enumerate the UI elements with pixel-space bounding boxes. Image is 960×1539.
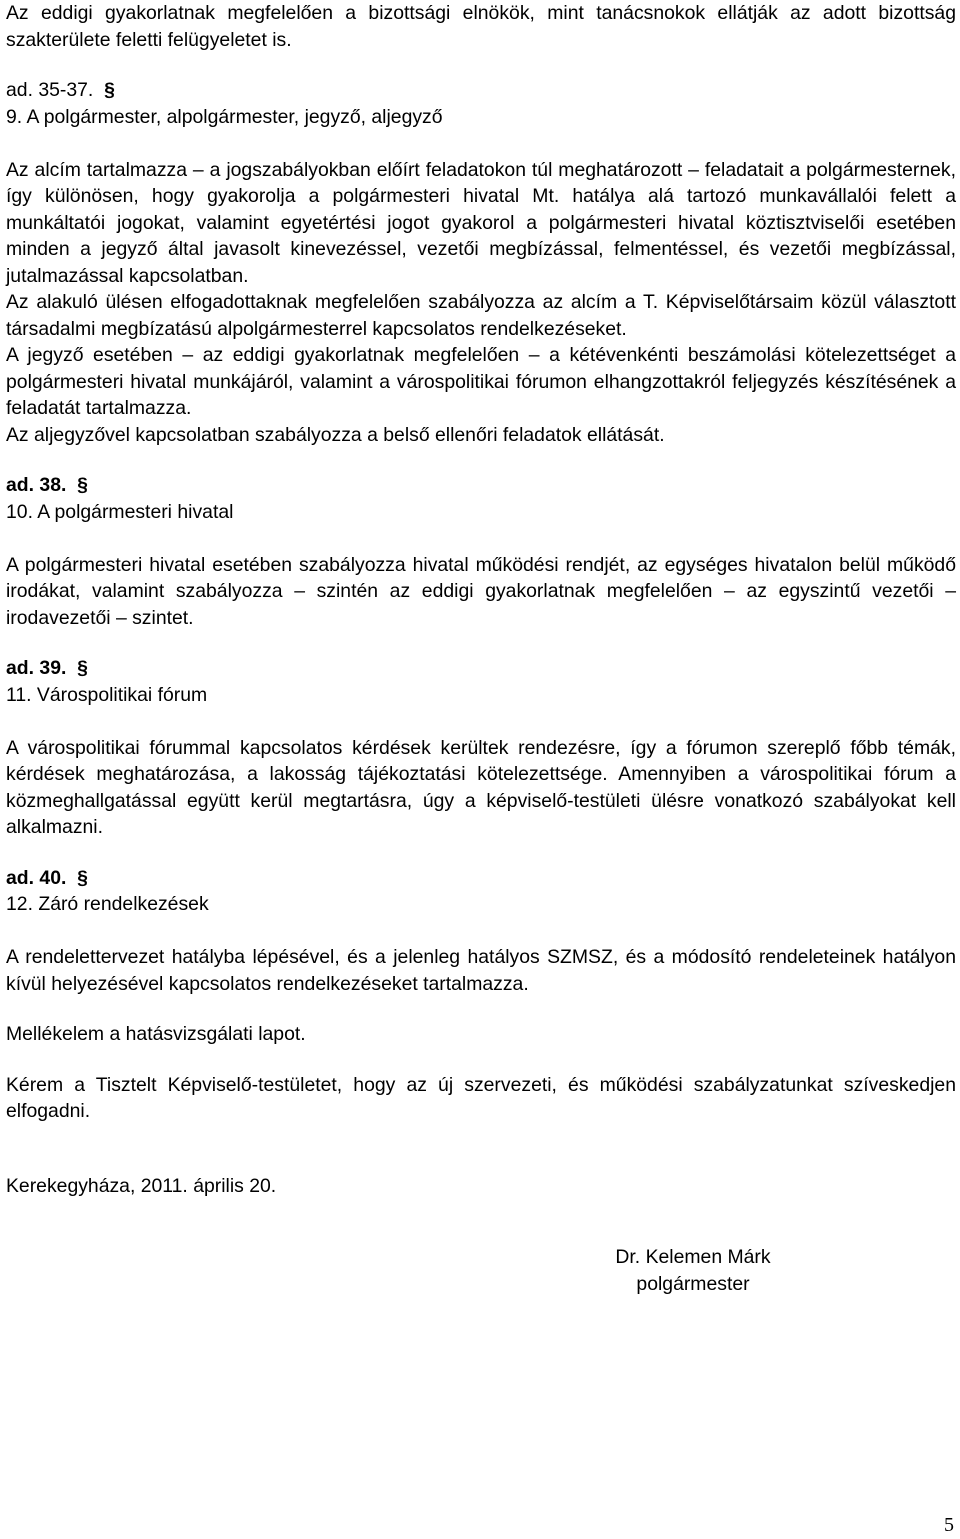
signatory-role: polgármester [636, 1272, 750, 1295]
section-11 [6, 655, 956, 841]
paragraph: A rendelettervezet hatályba lépésével, és a jelenleg hatályos SZMSZ, és a módosító rendeleteinek hatályon kívül helyezésével kapcsolatos rendelkezéseket tartalmazza. [6, 946, 956, 995]
section-9 [6, 77, 956, 448]
section-10 [6, 472, 956, 631]
ad-number: ad. 39. § [6, 657, 88, 679]
paragraph: A várospolitikai fórummal kapcsolatos kérdések kerültek rendezésre, így a fórumon szereplő főbb témák, kérdések meghatározása, a lakosság tájékoztatási kötelezettsége. Amennyiben a várospolitikai fórum a közmeghallgatással együtt kerül megtartásra, úgy a képviselő-testületi ülésre vonatkozó szabályokat kell alkalmazni. [6, 736, 956, 838]
signatory-name: Dr. Kelemen Márk [615, 1246, 771, 1268]
ad-reference [6, 865, 956, 892]
attachment-note: Mellékelem a hatásvizsgálati lapot. [6, 1023, 306, 1045]
section-title: 12. Záró rendelkezések [6, 893, 209, 915]
paragraph: A jegyző esetében – az eddigi gyakorlatnak megfelelően – a kétévenkénti beszámolási kötelezettséget a polgármesteri hivatal munkájáról, valamint a várospolitikai fórumon elhangzottakról feljegyzés készítésének a feladatát tartalmazza. [6, 344, 956, 419]
paragraph: Az alcím tartalmazza – a jogszabályokban előírt feladatokon túl meghatározott – feladatait a polgármesternek, így különösen, hogy gyakorolja a polgármesteri hivatal Mt. hatálya alá tartozó munkavállalói felett a munkáltatói jogokat, valamint egyetértési jogot gyakorol a polgármesteri hivatal köztisztviselői esetében minden a jegyző által javasolt kinevezéssel, vezetői megbízással, felmentéssel, és vezetői megbízással, jutalmazással kapcsolatban. [6, 158, 956, 287]
place-date: Kerekegyháza, 2011. április 20. [6, 1174, 277, 1197]
document-page [6, 0, 956, 1199]
paragraph: A polgármesteri hivatal esetében szabályozza hivatal működési rendjét, az egységes hivatalon belül működő irodákat, valamint szabályozza – szintén az eddigi gyakorlatnak megfelelően – az egyszintű vezetői – irodavezetői – szintet. [6, 553, 956, 629]
ad-reference [6, 655, 956, 682]
ad-number: ad. 40. § [6, 867, 88, 889]
section-title: 11. Várospolitikai fórum [6, 683, 208, 706]
intro-paragraph: Az eddigi gyakorlatnak megfelelően a bizottsági elnökök, mint tanácsnokok ellátják az adott bizottság szakterülete feletti felügyeletet is. [6, 2, 956, 51]
paragraph: Az aljegyzővel kapcsolatban szabályozza a belső ellenőri feladatok ellátását. [6, 423, 665, 446]
section-title: 10. A polgármesteri hivatal [6, 500, 234, 523]
page-number: 5 [944, 1514, 954, 1536]
ad-reference [6, 472, 956, 499]
paragraph: Az alakuló ülésen elfogadottaknak megfelelően szabályozza az alcím a T. Képviselőtársaim közül választott társadalmi megbízatású alpolgármesterrel kapcsolatos rendelkezéseket. [6, 291, 956, 340]
ad-number: ad. 38. § [6, 474, 88, 496]
ad-number: ad. 35-37. § [6, 79, 115, 101]
section-12 [6, 865, 956, 998]
ad-reference [6, 77, 956, 104]
signature-block [593, 1244, 793, 1297]
request-paragraph: Kérem a Tisztelt Képviselő-testületet, hogy az új szervezeti, és működési szabályzatunkat szíveskedjen elfogadni. [6, 1073, 956, 1122]
section-title: 9. A polgármester, alpolgármester, jegyző, aljegyző [6, 105, 443, 128]
